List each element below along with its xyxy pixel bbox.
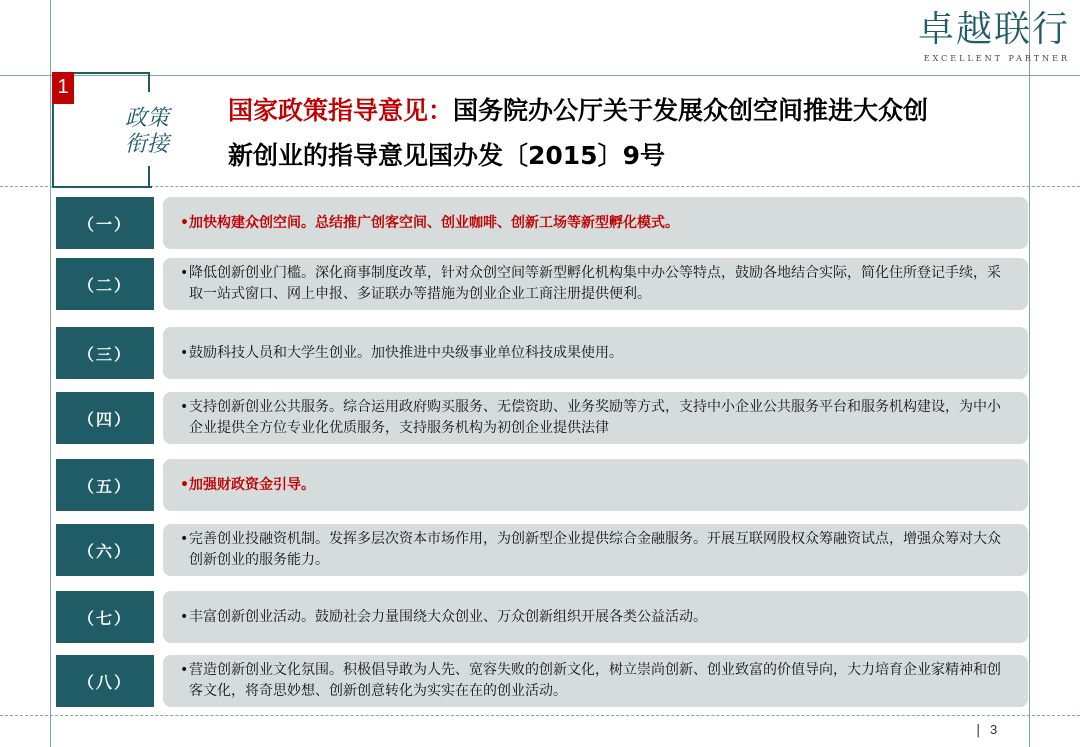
policy-item-content (163, 524, 1028, 576)
section-bracket-right-top (148, 72, 150, 92)
title-red-part: 国家政策指导意见： (228, 96, 454, 125)
policy-item-7 (56, 591, 1028, 643)
policy-item-6 (56, 524, 1028, 576)
page-number: 3 (990, 722, 998, 737)
section-label (112, 106, 182, 158)
logo-text-cn: 卓越联行 (917, 9, 1070, 50)
section-bracket-right-bottom (148, 166, 150, 186)
policy-item-text: • 降低创新创业门槛。深化商事制度改革，针对众创空间等新型孵化机构集中办公等特点，鼓励各地结合实际，简化住所登记手续，采取一站式窗口、网上申报、多证联办等措施为创业企业工商注册提供便利。 (189, 263, 1008, 305)
brand-logo (918, 8, 1070, 63)
page-number-separator: | (976, 723, 981, 738)
policy-item-content (163, 197, 1028, 249)
policy-item-text: • 加强财政资金引导。 (189, 475, 315, 496)
policy-item-1 (56, 197, 1028, 249)
policy-item-content (163, 327, 1028, 379)
left-guide-line (50, 0, 51, 747)
logo-text-en: EXCELLENT PARTNER (923, 54, 1070, 63)
policy-item-content (163, 591, 1028, 643)
policy-item-text: • 支持创新创业公共服务。综合运用政府购买服务、无偿资助、业务奖励等方式，支持中小企业公共服务平台和服务机构建设，为中小企业提供全方位专业化优质服务，支持服务机构为初创企业提供法律 (189, 397, 1008, 439)
title-line2: 新创业的指导意见国办发〔2015〕9号 (228, 141, 665, 170)
section-number-badge: 1 (52, 72, 74, 104)
policy-item-number: （七） (56, 591, 154, 643)
policy-item-number: （四） (56, 392, 154, 444)
policy-item-content (163, 392, 1028, 444)
policy-item-number: （六） (56, 524, 154, 576)
policy-item-3 (56, 327, 1028, 379)
section-label-line2: 衔接 (124, 132, 169, 157)
title-line1 (228, 88, 1028, 133)
policy-item-number: （二） (56, 258, 154, 310)
policy-item-text: • 丰富创新创业活动。鼓励社会力量围绕大众创业、万众创新组织开展各类公益活动。 (189, 607, 707, 628)
policy-item-number: （五） (56, 459, 154, 511)
section-label-line1: 政策 (124, 106, 169, 131)
policy-item-text: • 鼓励科技人员和大学生创业。加快推进中央级事业单位科技成果使用。 (189, 343, 623, 364)
policy-item-content (163, 655, 1028, 707)
policy-item-text: • 完善创业投融资机制。发挥多层次资本市场作用，为创新型企业提供综合金融服务。开展互联网股权众筹融资试点，增强众筹对大众创新创业的服务能力。 (189, 529, 1008, 571)
header-rule (0, 75, 1080, 76)
policy-item-number: （一） (56, 197, 154, 249)
title-rule (0, 186, 1080, 187)
title-line1-text: 国务院办公厅关于发展众创空间推进大众创 (453, 96, 929, 125)
policy-item-number: （三） (56, 327, 154, 379)
footer-rule (0, 715, 1080, 716)
policy-item-content (163, 459, 1028, 511)
policy-item-number: （八） (56, 655, 154, 707)
policy-item-text: • 营造创新创业文化氛围。积极倡导敢为人先、宽容失败的创新文化，树立崇尚创新、创业致富的价值导向，大力培育企业家精神和创客文化，将奇思妙想、创新创意转化为实实在在的创业活动。 (189, 660, 1008, 702)
policy-item-8 (56, 655, 1028, 707)
policy-item-4 (56, 392, 1028, 444)
section-bracket-top (74, 72, 150, 74)
policy-item-5 (56, 459, 1028, 511)
policy-item-2 (56, 258, 1028, 310)
policy-item-text: • 加快构建众创空间。总结推广创客空间、创业咖啡、创新工场等新型孵化模式。 (189, 213, 679, 234)
policy-item-content (163, 258, 1028, 310)
right-guide-line (1029, 0, 1030, 747)
page-title (228, 88, 1028, 178)
